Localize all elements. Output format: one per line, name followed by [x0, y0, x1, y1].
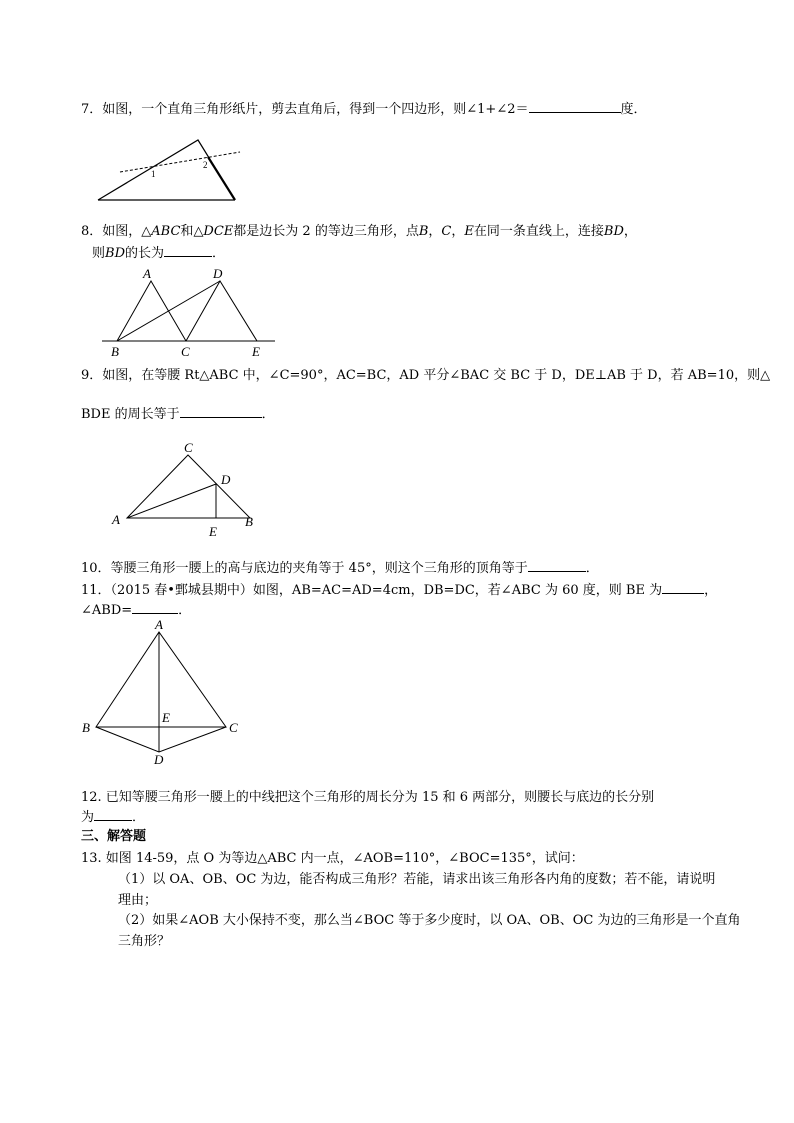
- q8-point-e: E: [464, 224, 474, 239]
- q11-text-c: ∠ABD=: [81, 603, 133, 618]
- q11-segments-bdc: [96, 727, 226, 752]
- q10-text-b: ．: [585, 561, 599, 576]
- q10-text: [81, 559, 599, 577]
- q11-answer-blank-abd[interactable]: [132, 601, 178, 614]
- q10-answer-blank[interactable]: [528, 559, 586, 572]
- q11-label-a: A: [155, 617, 163, 632]
- q11-label-d: D: [154, 752, 164, 767]
- q9-label-d: D: [221, 472, 231, 487]
- q8-text-e: ，: [623, 224, 637, 239]
- q8-text-d: 在同一条直线上，连接: [473, 224, 604, 239]
- q11-label-b: B: [82, 720, 90, 735]
- q11-text-a: 11．（2015 春•鄄城县期中）如图，AB=AC=AD=4cm，DB=DC，若∠ABC 为 60 度，则 BE 为: [81, 583, 663, 598]
- q7-angle2-label: 2: [203, 160, 208, 170]
- q13-line5: 三角形？: [118, 934, 171, 949]
- q9-text-c: ．: [261, 407, 275, 422]
- q8-text-b: 和: [180, 224, 194, 239]
- q9-text-b: BDE 的周长等于: [81, 407, 180, 422]
- q11-answer-blank-be[interactable]: [662, 581, 704, 594]
- q7-figure: [90, 132, 250, 207]
- q12-line2: [81, 808, 145, 826]
- q8-line1: [81, 224, 637, 240]
- q11-figure: [80, 614, 250, 770]
- q8-triangle-dce: △DCE: [193, 224, 234, 239]
- q9-label-b: B: [245, 514, 253, 529]
- q8-answer-blank[interactable]: [164, 244, 212, 257]
- q9-triangle-abc-shape: [127, 455, 250, 518]
- q13-line1: 13. 如图 14-59，点 O 为等边△ABC 内一点，∠AOB=110°，∠BOC=135°，试问：: [81, 851, 584, 866]
- q8-segment-bd-2: BD: [105, 246, 125, 261]
- q7-cut-line: [120, 152, 240, 172]
- q8-text-c: 都是边长为 2 的等边三角形，点: [233, 224, 419, 239]
- q7-triangle-outline: [98, 140, 235, 200]
- q9-label-c: C: [184, 440, 193, 455]
- q8-triangle-abc: △ABC: [141, 224, 181, 239]
- q9-answer-blank[interactable]: [180, 405, 262, 418]
- q8-label-d: D: [213, 266, 223, 281]
- q9-bisector-ad: [127, 484, 216, 518]
- q8-triangle-dce-shape: [186, 281, 257, 341]
- q8-line2: [92, 244, 225, 262]
- q7-text: [81, 100, 647, 118]
- q7-text-b: 度．: [620, 102, 647, 117]
- section3-title: 三、解答题: [81, 829, 147, 844]
- q9-label-e: E: [209, 524, 217, 539]
- q8-triangle-abc-shape: [117, 281, 186, 341]
- q8-segment-bd: BD: [603, 224, 624, 239]
- q8-point-b: B: [418, 224, 429, 239]
- q13-line4: （2）如果∠AOB 大小保持不变，那么当∠BOC 等于多少度时，以 OA、OB、OC 为边的三角形是一个直角: [118, 913, 741, 928]
- q8-figure: [100, 264, 280, 360]
- q8-line2-c: ．: [212, 246, 226, 261]
- q10-text-a: 10．等腰三角形一腰上的高与底边的夹角等于 45°，则这个三角形的顶角等于: [81, 561, 528, 576]
- q11-label-c: C: [229, 720, 238, 735]
- q12-line1: [81, 790, 654, 806]
- q11-text-b: ，: [704, 583, 718, 598]
- q8-point-c: C: [441, 224, 452, 239]
- q9-text-a: 9．如图，在等腰 Rt△ABC 中，∠C=90°，AC=BC，AD 平分∠BAC 交 BC 于 D，DE⊥AB 于 D，若 AB=10，则△: [81, 368, 771, 383]
- q8-line2-a: 则: [92, 246, 106, 261]
- q8-segment-bd-line: [117, 281, 220, 341]
- q8-label-b: B: [111, 344, 119, 359]
- q11-label-e: E: [162, 710, 170, 725]
- q12-answer-blank[interactable]: [94, 808, 132, 821]
- q8-sep1: ，: [428, 224, 442, 239]
- q12-text-a: 12. 已知等腰三角形一腰上的中线把这个三角形的周长分为 15 和 6 两部分，则腰长与底边的长分别: [81, 790, 655, 805]
- q7-angle1-label: 1: [151, 169, 156, 179]
- q7-text-a: 7．如图，一个直角三角形纸片，剪去直角后，得到一个四边形，则∠1+∠2＝: [81, 102, 529, 117]
- q13-line3: 理由；: [118, 893, 158, 908]
- q11-triangle-abc-shape: [96, 632, 226, 727]
- q9-figure: [108, 438, 268, 538]
- q9-line2: [81, 405, 275, 423]
- q8-text-a: 8．如图，: [81, 224, 142, 239]
- q13-line2: （1）以 OA、OB、OC 为边，能否构成三角形？若能，请求出该三角形各内角的度数；若不能，请说明: [118, 872, 716, 887]
- q12-text-c: ．: [132, 810, 146, 825]
- q8-label-e: E: [252, 344, 260, 359]
- q11-line1: [81, 581, 717, 599]
- q7-thick-edge: [208, 157, 235, 200]
- q8-label-c: C: [181, 344, 190, 359]
- q11-text-d: ．: [178, 603, 192, 618]
- q8-sep2: ，: [451, 224, 465, 239]
- q8-line2-b: 的长为: [125, 246, 165, 261]
- q7-answer-blank[interactable]: [529, 100, 621, 113]
- q9-label-a: A: [112, 512, 120, 527]
- q8-label-a: A: [143, 266, 151, 281]
- q9-line1: [81, 368, 770, 384]
- q12-text-b: 为: [81, 810, 95, 825]
